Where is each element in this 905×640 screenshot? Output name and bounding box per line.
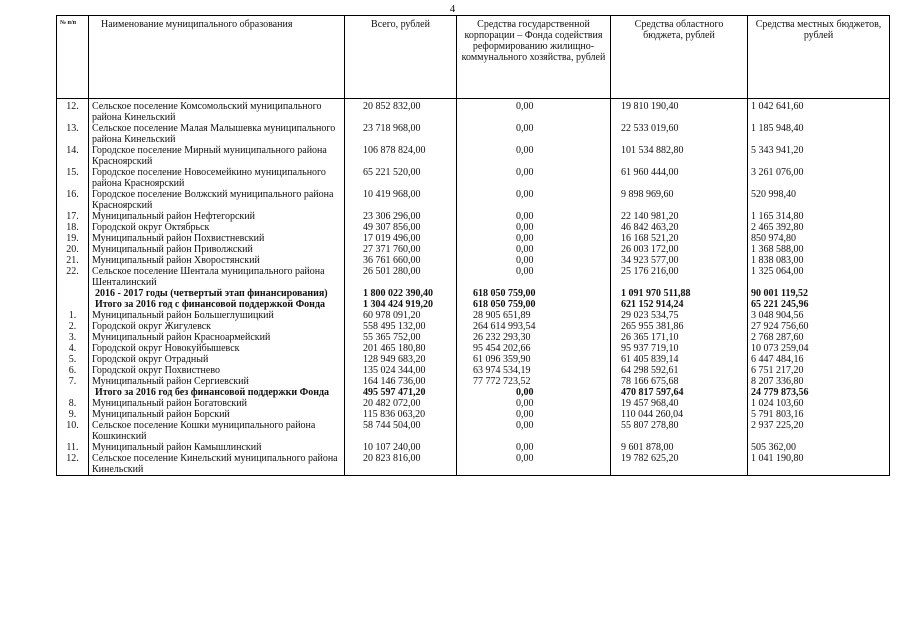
row-local-budget: 505 362,00 (748, 442, 890, 453)
table-total-row (57, 387, 890, 398)
table-body (57, 99, 890, 476)
row-number: 6. (57, 365, 89, 376)
row-name: Городской округ Похвистнево (89, 365, 345, 376)
table-row (57, 211, 890, 222)
row-region-budget: 95 937 719,10 (611, 343, 748, 354)
row-total: 26 501 280,00 (345, 266, 457, 288)
row-fund: 28 905 651,89 (457, 310, 611, 321)
row-fund: 618 050 759,00 (457, 299, 611, 310)
table-row (57, 332, 890, 343)
row-number: 11. (57, 442, 89, 453)
row-local-budget: 2 937 225,20 (748, 420, 890, 442)
row-local-budget: 2 465 392,80 (748, 222, 890, 233)
row-local-budget: 3 048 904,56 (748, 310, 890, 321)
row-total: 27 371 760,00 (345, 244, 457, 255)
row-total: 65 221 520,00 (345, 167, 457, 189)
table-row (57, 420, 890, 442)
row-name: Городской округ Октябрьск (89, 222, 345, 233)
table-row (57, 244, 890, 255)
table-row (57, 453, 890, 476)
table-total-row (57, 288, 890, 299)
row-total: 49 307 856,00 (345, 222, 457, 233)
row-fund: 0,00 (457, 442, 611, 453)
row-fund: 0,00 (457, 266, 611, 288)
row-fund: 0,00 (457, 387, 611, 398)
row-name: Муниципальный район Хворостянский (89, 255, 345, 266)
row-region-budget: 61 405 839,14 (611, 354, 748, 365)
row-number: 17. (57, 211, 89, 222)
row-fund: 63 974 534,19 (457, 365, 611, 376)
row-name: Городской округ Жигулевск (89, 321, 345, 332)
row-region-budget: 22 140 981,20 (611, 211, 748, 222)
row-number: 12. (57, 99, 89, 124)
row-total: 495 597 471,20 (345, 387, 457, 398)
table-row (57, 398, 890, 409)
row-fund: 61 096 359,90 (457, 354, 611, 365)
row-fund: 0,00 (457, 409, 611, 420)
row-local-budget: 5 343 941,20 (748, 145, 890, 167)
row-fund: 0,00 (457, 189, 611, 211)
row-local-budget: 27 924 756,60 (748, 321, 890, 332)
row-total: 20 852 832,00 (345, 99, 457, 124)
page-number: 4 (449, 3, 456, 15)
table-row (57, 266, 890, 288)
row-region-budget: 25 176 216,00 (611, 266, 748, 288)
row-total: 20 823 816,00 (345, 453, 457, 476)
row-total: 55 365 752,00 (345, 332, 457, 343)
row-region-budget: 19 810 190,40 (611, 99, 748, 124)
funding-table (56, 15, 890, 476)
row-name: Городской округ Отрадный (89, 354, 345, 365)
row-number: 7. (57, 376, 89, 387)
row-number: 10. (57, 420, 89, 442)
header-region-budget: Средства областного бюджета, рублей (611, 16, 748, 99)
row-number: 13. (57, 123, 89, 145)
table-row (57, 123, 890, 145)
row-local-budget: 5 791 803,16 (748, 409, 890, 420)
row-total: 106 878 824,00 (345, 145, 457, 167)
row-fund: 0,00 (457, 398, 611, 409)
row-local-budget: 850 974,80 (748, 233, 890, 244)
row-region-budget: 61 960 444,00 (611, 167, 748, 189)
row-region-budget: 621 152 914,24 (611, 299, 748, 310)
row-region-budget: 1 091 970 511,88 (611, 288, 748, 299)
row-local-budget: 24 779 873,56 (748, 387, 890, 398)
row-number: 19. (57, 233, 89, 244)
row-fund: 0,00 (457, 255, 611, 266)
table-row (57, 409, 890, 420)
row-name: Муниципальный район Сергиевский (89, 376, 345, 387)
table-row (57, 145, 890, 167)
row-total: 36 761 660,00 (345, 255, 457, 266)
row-local-budget: 10 073 259,04 (748, 343, 890, 354)
row-region-budget: 19 457 968,40 (611, 398, 748, 409)
row-local-budget: 6 751 217,20 (748, 365, 890, 376)
row-fund: 264 614 993,54 (457, 321, 611, 332)
row-fund: 0,00 (457, 211, 611, 222)
row-fund: 0,00 (457, 244, 611, 255)
row-fund: 0,00 (457, 145, 611, 167)
row-region-budget: 26 365 171,10 (611, 332, 748, 343)
row-local-budget: 1 185 948,40 (748, 123, 890, 145)
row-name: Муниципальный район Богатовский (89, 398, 345, 409)
row-total: 58 744 504,00 (345, 420, 457, 442)
row-local-budget: 65 221 245,96 (748, 299, 890, 310)
row-number: 9. (57, 409, 89, 420)
row-name: Муниципальный район Борский (89, 409, 345, 420)
row-name: Итого за 2016 год без финансовой поддержки Фонда (89, 387, 345, 398)
row-number: 8. (57, 398, 89, 409)
table-row (57, 255, 890, 266)
row-region-budget: 64 298 592,61 (611, 365, 748, 376)
row-local-budget: 1 838 083,00 (748, 255, 890, 266)
row-number: 5. (57, 354, 89, 365)
row-number: 3. (57, 332, 89, 343)
row-name: 2016 - 2017 годы (четвертый этап финансирования) (89, 288, 345, 299)
table-row (57, 189, 890, 211)
row-number (57, 387, 89, 398)
row-total: 164 146 736,00 (345, 376, 457, 387)
row-fund: 618 050 759,00 (457, 288, 611, 299)
header-name: Наименование муниципального образования (89, 16, 345, 99)
row-region-budget: 16 168 521,20 (611, 233, 748, 244)
row-region-budget: 34 923 577,00 (611, 255, 748, 266)
row-name: Сельское поселение Кошки муниципального района Кошкинский (89, 420, 345, 442)
table-row (57, 365, 890, 376)
row-number: 16. (57, 189, 89, 211)
row-total: 20 482 072,00 (345, 398, 457, 409)
row-fund: 0,00 (457, 233, 611, 244)
row-local-budget: 6 447 484,16 (748, 354, 890, 365)
row-total: 128 949 683,20 (345, 354, 457, 365)
table-row (57, 343, 890, 354)
row-region-budget: 22 533 019,60 (611, 123, 748, 145)
row-fund: 0,00 (457, 123, 611, 145)
row-name: Городское поселение Волжский муниципального района Красноярский (89, 189, 345, 211)
row-number: 22. (57, 266, 89, 288)
row-name: Итого за 2016 год с финансовой поддержкой Фонда (89, 299, 345, 310)
header-number: № п/п (57, 16, 89, 99)
row-total: 1 800 022 390,40 (345, 288, 457, 299)
table-row (57, 99, 890, 124)
row-name: Муниципальный район Большеглушицкий (89, 310, 345, 321)
row-region-budget: 19 782 625,20 (611, 453, 748, 476)
row-local-budget: 1 041 190,80 (748, 453, 890, 476)
row-name: Городское поселение Мирный муниципального района Красноярский (89, 145, 345, 167)
row-region-budget: 9 898 969,60 (611, 189, 748, 211)
row-local-budget: 1 368 588,00 (748, 244, 890, 255)
row-number: 15. (57, 167, 89, 189)
row-fund: 77 772 723,52 (457, 376, 611, 387)
row-total: 201 465 180,80 (345, 343, 457, 354)
row-number: 2. (57, 321, 89, 332)
row-total: 60 978 091,20 (345, 310, 457, 321)
row-total: 10 419 968,00 (345, 189, 457, 211)
row-region-budget: 46 842 463,20 (611, 222, 748, 233)
row-fund: 0,00 (457, 167, 611, 189)
row-name: Муниципальный район Похвистневский (89, 233, 345, 244)
header-local-budget: Средства местных бюджетов, рублей (748, 16, 890, 99)
row-local-budget: 90 001 119,52 (748, 288, 890, 299)
row-region-budget: 470 817 597,64 (611, 387, 748, 398)
row-region-budget: 78 166 675,68 (611, 376, 748, 387)
row-fund: 95 454 202,66 (457, 343, 611, 354)
row-local-budget: 1 325 064,00 (748, 266, 890, 288)
row-fund: 0,00 (457, 99, 611, 124)
row-local-budget: 2 768 287,60 (748, 332, 890, 343)
header-fund: Средства государственной корпорации – Фонда содействия реформированию жилищно-коммунального хозяйства, рублей (457, 16, 611, 99)
table-row (57, 233, 890, 244)
row-total: 135 024 344,00 (345, 365, 457, 376)
row-number: 14. (57, 145, 89, 167)
row-name: Муниципальный район Нефтегорский (89, 211, 345, 222)
row-local-budget: 1 042 641,60 (748, 99, 890, 124)
row-number: 12. (57, 453, 89, 476)
row-fund: 26 232 293,30 (457, 332, 611, 343)
table-row (57, 442, 890, 453)
table-row (57, 354, 890, 365)
row-local-budget: 8 207 336,80 (748, 376, 890, 387)
row-total: 23 306 296,00 (345, 211, 457, 222)
row-fund: 0,00 (457, 222, 611, 233)
table-row (57, 310, 890, 321)
row-name: Сельское поселение Малая Малышевка муниципального района Кинельский (89, 123, 345, 145)
row-local-budget: 1 024 103,60 (748, 398, 890, 409)
row-number: 18. (57, 222, 89, 233)
row-number: 1. (57, 310, 89, 321)
header-total: Всего, рублей (345, 16, 457, 99)
row-name: Сельское поселение Кинельский муниципального района Кинельский (89, 453, 345, 476)
table-header (57, 16, 890, 99)
row-name: Муниципальный район Красноармейский (89, 332, 345, 343)
row-total: 10 107 240,00 (345, 442, 457, 453)
row-name: Муниципальный район Приволжский (89, 244, 345, 255)
row-number: 4. (57, 343, 89, 354)
row-name: Муниципальный район Камышлинский (89, 442, 345, 453)
row-region-budget: 110 044 260,04 (611, 409, 748, 420)
row-region-budget: 265 955 381,86 (611, 321, 748, 332)
table-row (57, 222, 890, 233)
row-region-budget: 101 534 882,80 (611, 145, 748, 167)
table-row (57, 321, 890, 332)
row-fund: 0,00 (457, 420, 611, 442)
row-local-budget: 520 998,40 (748, 189, 890, 211)
row-total: 17 019 496,00 (345, 233, 457, 244)
row-local-budget: 3 261 076,00 (748, 167, 890, 189)
row-total: 558 495 132,00 (345, 321, 457, 332)
row-total: 23 718 968,00 (345, 123, 457, 145)
row-name: Городской округ Новокуйбышевск (89, 343, 345, 354)
row-number: 21. (57, 255, 89, 266)
row-number (57, 299, 89, 310)
row-total: 115 836 063,20 (345, 409, 457, 420)
row-number (57, 288, 89, 299)
row-region-budget: 9 601 878,00 (611, 442, 748, 453)
table-row (57, 167, 890, 189)
row-region-budget: 29 023 534,75 (611, 310, 748, 321)
row-name: Сельское поселение Комсомольский муниципального района Кинельский (89, 99, 345, 124)
row-number: 20. (57, 244, 89, 255)
row-name: Сельское поселение Шентала муниципального района Шенталинский (89, 266, 345, 288)
row-region-budget: 26 003 172,00 (611, 244, 748, 255)
row-region-budget: 55 807 278,80 (611, 420, 748, 442)
table-row (57, 376, 890, 387)
row-fund: 0,00 (457, 453, 611, 476)
row-total: 1 304 424 919,20 (345, 299, 457, 310)
row-name: Городское поселение Новосемейкино муниципального района Красноярский (89, 167, 345, 189)
table-total-row (57, 299, 890, 310)
row-local-budget: 1 165 314,80 (748, 211, 890, 222)
